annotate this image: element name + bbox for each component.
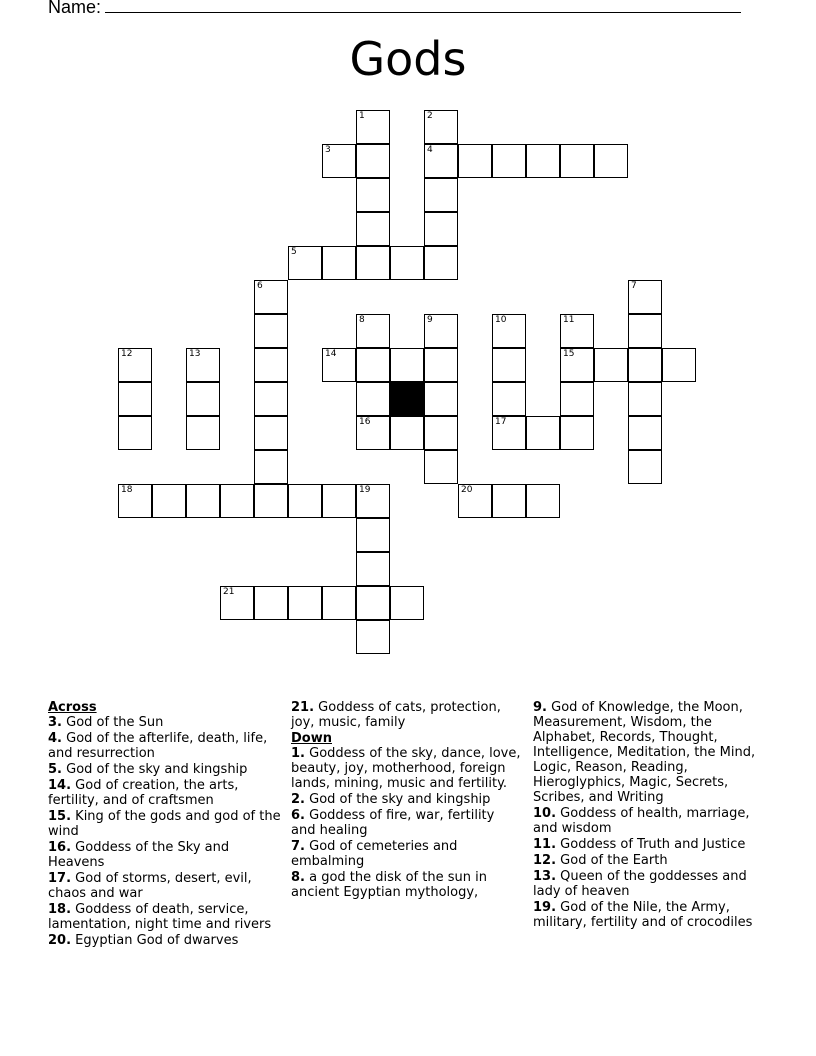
- clue-num: 17.: [48, 871, 72, 886]
- grid-cell[interactable]: [322, 586, 356, 620]
- grid-cell[interactable]: [152, 484, 186, 518]
- clue-num: 1.: [291, 746, 305, 761]
- clue-num: 4.: [48, 731, 62, 746]
- clue-text: Goddess of the sky, dance, love, beauty, joy, motherhood, foreign lands, mining, music and fertility.: [291, 746, 521, 791]
- clue-num: 7.: [291, 839, 305, 854]
- clue-number: 13: [189, 349, 201, 359]
- clue-item: [48, 902, 284, 932]
- grid-cell[interactable]: [390, 246, 424, 280]
- clue-column-2: [291, 700, 521, 901]
- grid-cell[interactable]: [118, 382, 152, 416]
- clue-item: [291, 808, 521, 838]
- grid-cell[interactable]: [594, 144, 628, 178]
- grid-cell[interactable]: [254, 348, 288, 382]
- grid-cell[interactable]: [356, 110, 390, 144]
- clue-text: Egyptian God of dwarves: [71, 933, 239, 948]
- grid-cell[interactable]: [254, 450, 288, 484]
- clue-item: [533, 837, 773, 852]
- grid-cell[interactable]: [424, 348, 458, 382]
- clue-item: [533, 869, 773, 899]
- grid-cell[interactable]: [560, 416, 594, 450]
- grid-cell[interactable]: [186, 382, 220, 416]
- clue-number: 17: [495, 417, 507, 427]
- grid-cell[interactable]: [254, 280, 288, 314]
- grid-cell[interactable]: [662, 348, 696, 382]
- clue-number: 1: [359, 111, 365, 121]
- clue-item: [291, 870, 521, 900]
- clue-num: 14.: [48, 778, 72, 793]
- grid-cell[interactable]: [628, 416, 662, 450]
- clue-text: God of the sky and kingship: [61, 762, 248, 777]
- grid-cell[interactable]: [288, 586, 322, 620]
- clue-text: God of cemeteries and embalming: [291, 839, 458, 869]
- grid-cell[interactable]: [118, 416, 152, 450]
- clue-num: 15.: [48, 809, 72, 824]
- clue-num: 6.: [291, 808, 305, 823]
- grid-cell[interactable]: [424, 450, 458, 484]
- clue-number: 20: [461, 485, 473, 495]
- grid-cell[interactable]: [220, 484, 254, 518]
- grid-cell[interactable]: [356, 212, 390, 246]
- clue-number: 19: [359, 485, 371, 495]
- grid-cell[interactable]: [424, 416, 458, 450]
- grid-cell[interactable]: [356, 382, 390, 416]
- grid-cell[interactable]: [458, 144, 492, 178]
- grid-cell[interactable]: [254, 484, 288, 518]
- grid-cell[interactable]: [424, 246, 458, 280]
- grid-cell[interactable]: [492, 144, 526, 178]
- grid-cell[interactable]: [254, 586, 288, 620]
- clue-item: [533, 900, 773, 930]
- grid-cell[interactable]: [526, 416, 560, 450]
- clue-item: [48, 778, 284, 808]
- grid-cell[interactable]: [560, 144, 594, 178]
- grid-cell[interactable]: [424, 178, 458, 212]
- clue-text: God of creation, the arts, fertility, and of craftsmen: [48, 778, 239, 808]
- grid-cell[interactable]: [356, 348, 390, 382]
- grid-cell[interactable]: [526, 144, 560, 178]
- grid-cell[interactable]: [492, 314, 526, 348]
- grid-cell[interactable]: [118, 348, 152, 382]
- clue-number: 16: [359, 417, 371, 427]
- grid-cell[interactable]: [560, 382, 594, 416]
- clue-num: 5.: [48, 762, 62, 777]
- clue-text: God of Knowledge, the Moon, Measurement, Wisdom, the Alphabet, Records, Thought, Intelligence, Meditation, the Mind, Logic, Reason, Reading, Hieroglyphics, Magic, Secrets, Scribes, and Writing: [533, 700, 756, 805]
- clue-num: 16.: [48, 840, 72, 855]
- grid-cell[interactable]: [560, 348, 594, 382]
- grid-cell[interactable]: [254, 314, 288, 348]
- name-label: Name:: [48, 0, 102, 17]
- clue-text: God of the Earth: [556, 853, 668, 868]
- grid-cell[interactable]: [356, 518, 390, 552]
- clue-number: 12: [121, 349, 133, 359]
- clue-item: [291, 839, 521, 869]
- grid-cell[interactable]: [186, 484, 220, 518]
- grid-cell[interactable]: [254, 382, 288, 416]
- clue-num: 13.: [533, 869, 557, 884]
- clue-text: God of the afterlife, death, life, and resurrection: [48, 731, 268, 761]
- grid-cell[interactable]: [560, 314, 594, 348]
- clue-num: 9.: [533, 700, 547, 715]
- grid-cell[interactable]: [288, 484, 322, 518]
- grid-cell[interactable]: [424, 110, 458, 144]
- clue-num: 20.: [48, 933, 72, 948]
- clue-text: King of the gods and god of the wind: [48, 809, 281, 839]
- clue-number: 5: [291, 247, 297, 257]
- clue-item: [291, 700, 521, 730]
- clue-number: 9: [427, 315, 433, 325]
- grid-cell[interactable]: [356, 178, 390, 212]
- grid-cell[interactable]: [322, 484, 356, 518]
- grid-cell[interactable]: [492, 382, 526, 416]
- clue-column-3: [533, 700, 773, 931]
- clue-item: [48, 762, 284, 777]
- grid-cell[interactable]: [356, 246, 390, 280]
- grid-cell[interactable]: [322, 144, 356, 178]
- clue-item: [48, 715, 284, 730]
- grid-cell[interactable]: [220, 586, 254, 620]
- grid-cell[interactable]: [186, 348, 220, 382]
- grid-cell[interactable]: [492, 416, 526, 450]
- clue-text: Goddess of the Sky and Heavens: [48, 840, 230, 870]
- clue-num: 8.: [291, 870, 305, 885]
- clue-item: [291, 792, 521, 807]
- grid-cell[interactable]: [424, 144, 458, 178]
- grid-cell[interactable]: [322, 348, 356, 382]
- grid-cell[interactable]: [186, 416, 220, 450]
- grid-cell[interactable]: [356, 144, 390, 178]
- clue-text: Goddess of Truth and Justice: [556, 837, 746, 852]
- clue-text: God of the sky and kingship: [304, 792, 491, 807]
- grid-cell[interactable]: [628, 450, 662, 484]
- grid-block: [390, 382, 424, 416]
- clue-text: Goddess of death, service, lamentation, night time and rivers: [48, 902, 272, 932]
- clue-number: 21: [223, 587, 235, 597]
- grid-cell[interactable]: [424, 382, 458, 416]
- grid-cell[interactable]: [526, 484, 560, 518]
- grid-cell[interactable]: [390, 416, 424, 450]
- clue-text: Goddess of cats, protection, joy, music, family: [291, 700, 501, 730]
- clue-number: 2: [427, 111, 433, 121]
- across-heading: Across: [48, 700, 97, 715]
- grid-cell[interactable]: [288, 246, 322, 280]
- clue-num: 21.: [291, 700, 315, 715]
- clue-item: [533, 700, 773, 805]
- grid-cell[interactable]: [356, 586, 390, 620]
- puzzle-title: Gods: [349, 32, 467, 86]
- clue-item: [533, 806, 773, 836]
- grid-cell[interactable]: [254, 416, 288, 450]
- clue-number: 3: [325, 145, 331, 155]
- clue-item: [291, 746, 521, 791]
- clue-number: 4: [427, 145, 433, 155]
- grid-cell[interactable]: [458, 484, 492, 518]
- clue-num: 3.: [48, 715, 62, 730]
- clue-text: Queen of the goddesses and lady of heaven: [533, 869, 747, 899]
- clue-num: 11.: [533, 837, 557, 852]
- clue-number: 10: [495, 315, 507, 325]
- clue-number: 6: [257, 281, 263, 291]
- grid-cell[interactable]: [492, 348, 526, 382]
- grid-cell[interactable]: [628, 348, 662, 382]
- clue-item: [48, 731, 284, 761]
- clue-text: God of the Nile, the Army, military, fertility and of crocodiles: [533, 900, 753, 930]
- clue-text: Goddess of health, marriage, and wisdom: [533, 806, 750, 836]
- grid-cell[interactable]: [356, 484, 390, 518]
- clue-text: a god the disk of the sun in ancient Egyptian mythology,: [291, 870, 487, 900]
- clue-number: 18: [121, 485, 133, 495]
- clue-number: 7: [631, 281, 637, 291]
- clue-num: 12.: [533, 853, 557, 868]
- clue-item: [533, 853, 773, 868]
- grid-cell[interactable]: [424, 212, 458, 246]
- clue-num: 10.: [533, 806, 557, 821]
- grid-cell[interactable]: [594, 348, 628, 382]
- grid-cell[interactable]: [492, 484, 526, 518]
- grid-cell[interactable]: [118, 484, 152, 518]
- clue-text: Goddess of fire, war, fertility and healing: [291, 808, 495, 838]
- clue-num: 19.: [533, 900, 557, 915]
- grid-cell[interactable]: [356, 620, 390, 654]
- grid-cell[interactable]: [390, 586, 424, 620]
- clue-number: 11: [563, 315, 575, 325]
- clue-text: God of storms, desert, evil, chaos and war: [48, 871, 252, 901]
- clue-item: [48, 933, 284, 948]
- grid-cell[interactable]: [390, 348, 424, 382]
- clue-num: 2.: [291, 792, 305, 807]
- clue-number: 8: [359, 315, 365, 325]
- clue-num: 18.: [48, 902, 72, 917]
- grid-cell[interactable]: [356, 416, 390, 450]
- grid-cell[interactable]: [628, 280, 662, 314]
- clue-number: 14: [325, 349, 337, 359]
- grid-cell[interactable]: [356, 314, 390, 348]
- grid-cell[interactable]: [322, 246, 356, 280]
- grid-cell[interactable]: [424, 314, 458, 348]
- grid-cell[interactable]: [628, 314, 662, 348]
- clue-item: [48, 809, 284, 839]
- clue-column-1: [48, 700, 284, 949]
- clue-item: [48, 871, 284, 901]
- clue-text: God of the Sun: [61, 715, 164, 730]
- grid-cell[interactable]: [356, 552, 390, 586]
- clue-number: 15: [563, 349, 575, 359]
- down-heading: Down: [291, 731, 332, 746]
- clue-item: [48, 840, 284, 870]
- grid-cell[interactable]: [628, 382, 662, 416]
